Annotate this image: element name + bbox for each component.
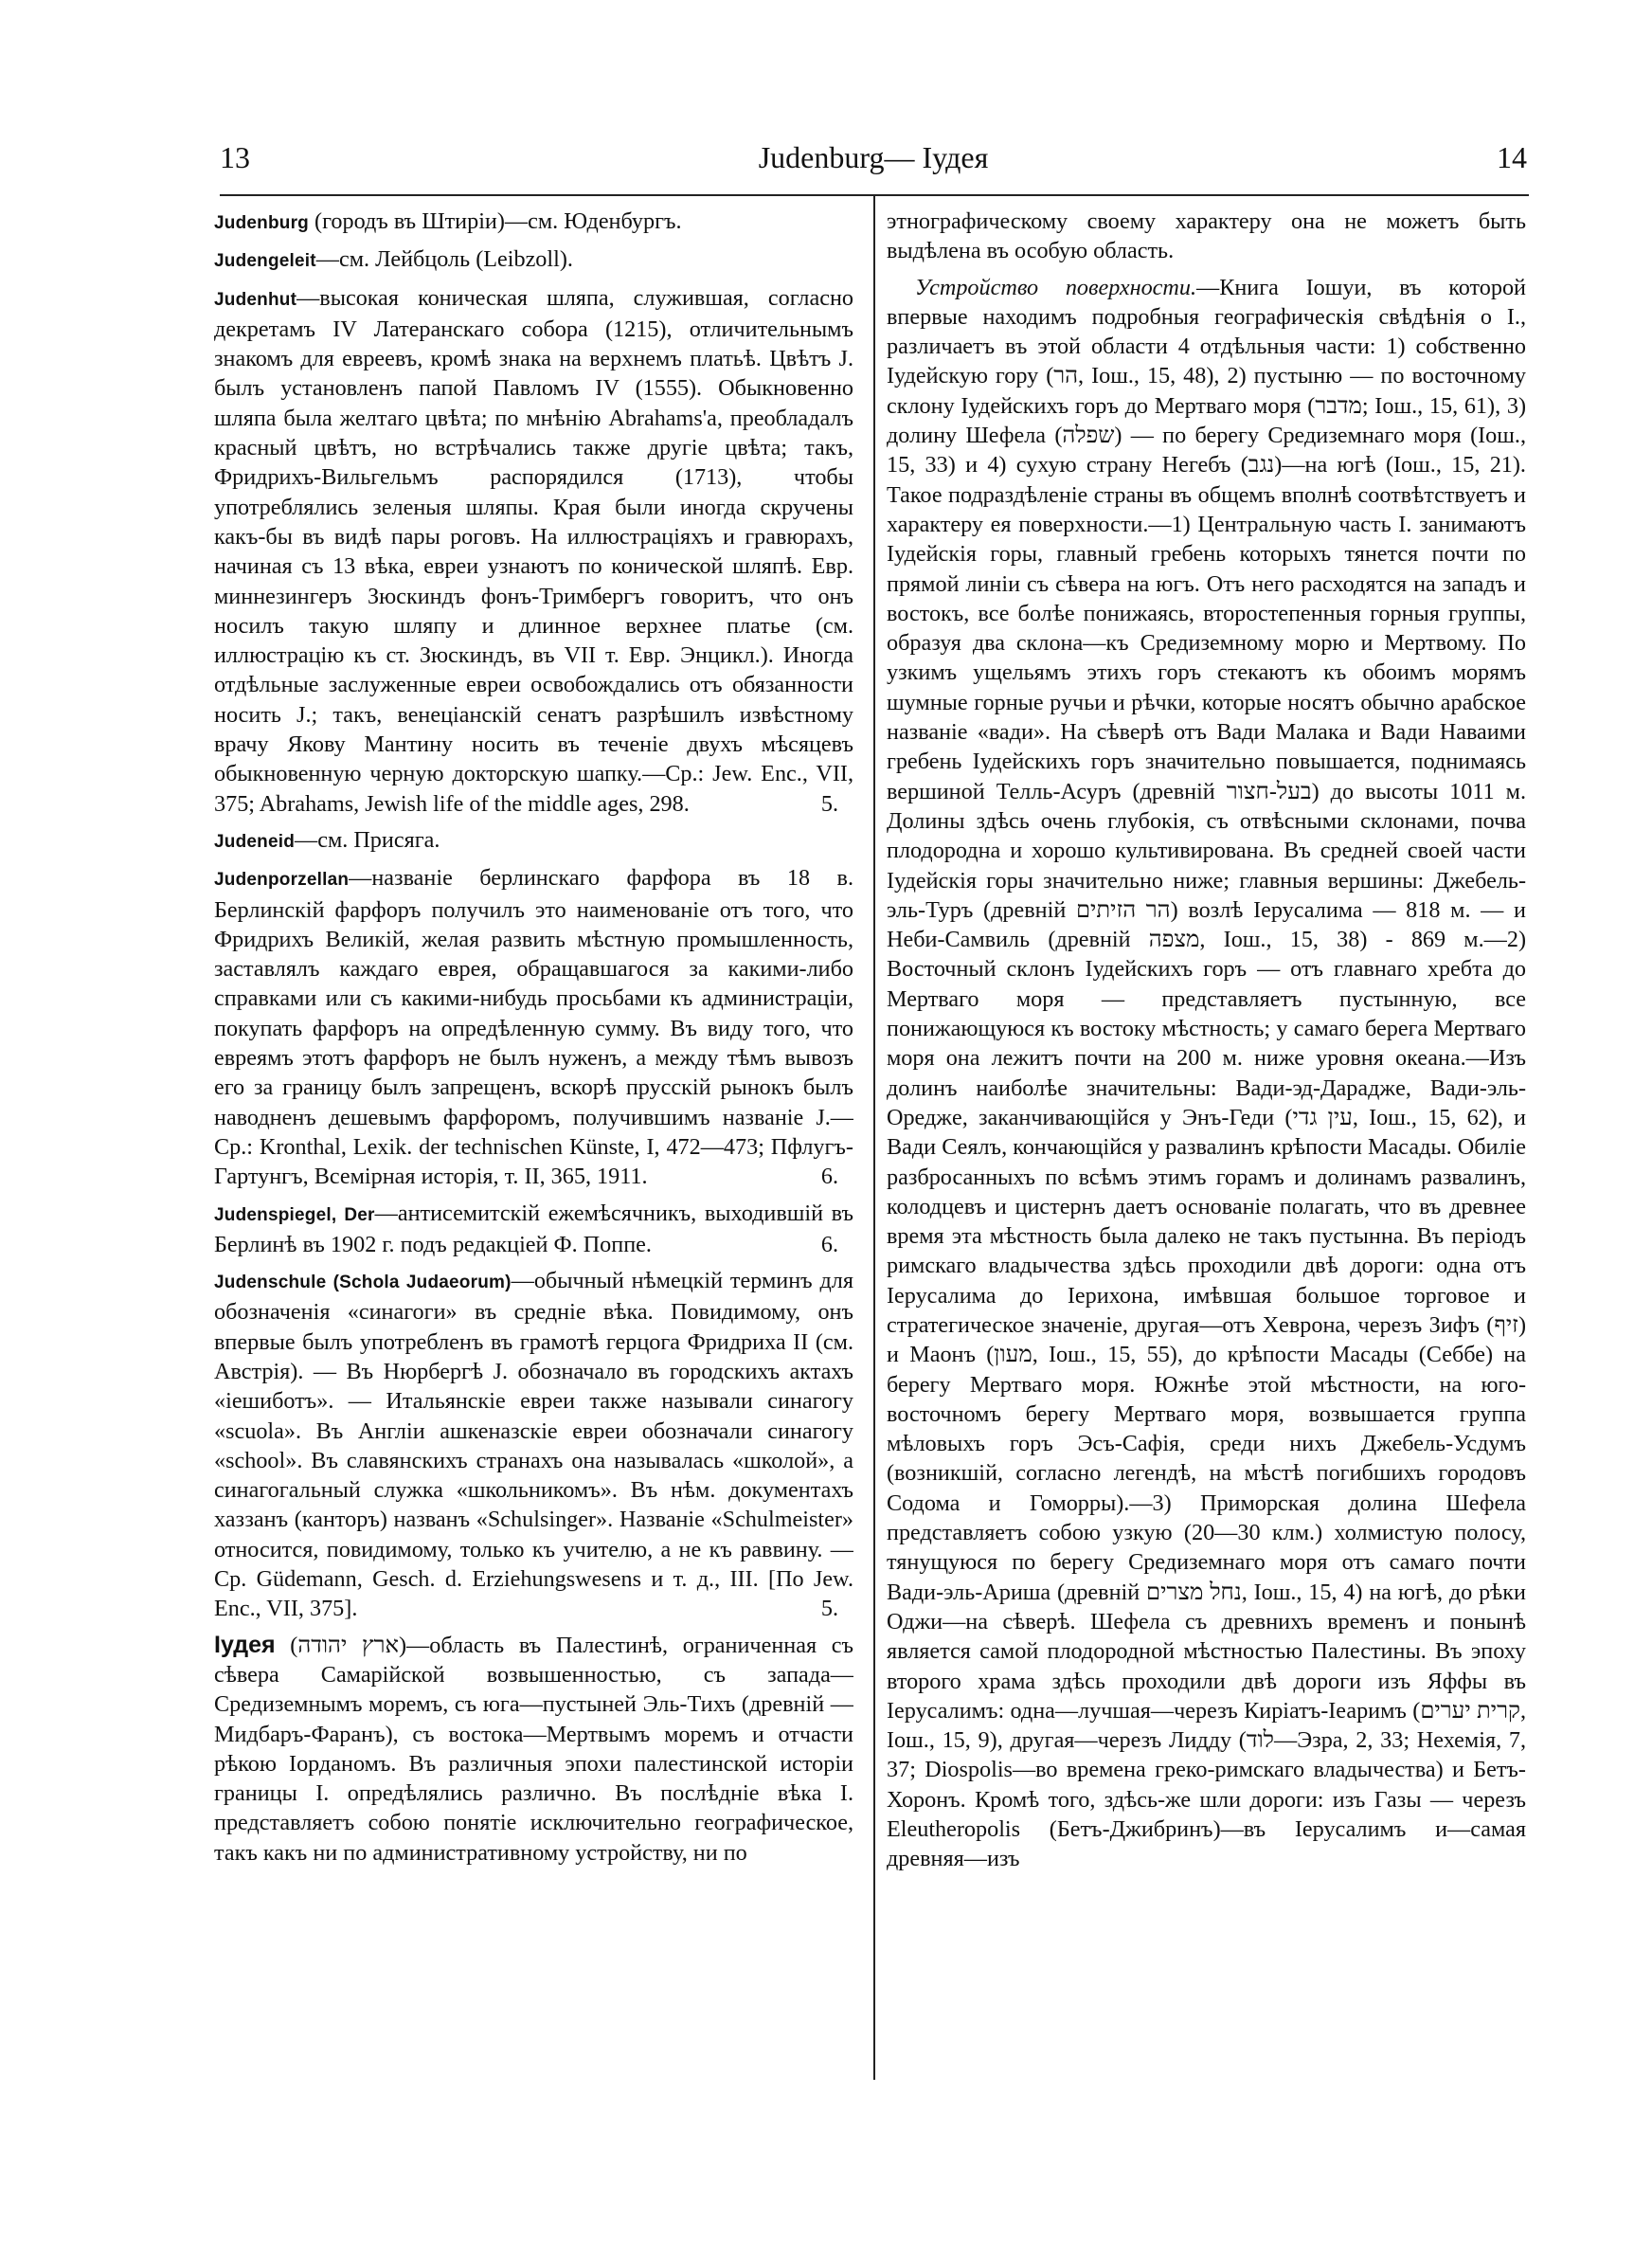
left-column <box>214 207 853 2083</box>
paragraph-text: —Книга Іошуи, въ которой впервые находимъ подробныя географическія свѣдѣнія о І., различаетъ въ этой области 4 отдѣльныя части: 1) собственно Іудейскую гору (הר, Іош., 15, 48), 2) пустыню — по восточному склону Іудейскихъ горъ до Мертваго моря (מדבר; Іош., 15, 61), 3) долину Шефела (שפלה) — по берегу Средиземнаго моря (Іош., 15, 33) и 4) сухую страну Негебъ (נגב)—на югѣ (Іош., 15, 21). Такое подраздѣленіе страны въ общемъ вполнѣ соотвѣтствуетъ и характеру ея поверхности.—1) Центральную часть І. занимаютъ Іудейскія горы, главный гребень которыхъ тянется почти по прямой линіи съ сѣвера на югъ. Отъ него расходятся на западъ и востокъ, все болѣе понижаясь, второстепенныя горныя группы, образуя два склона—къ Средиземному морю и Мертвому. По узкимъ ущельямъ этихъ горъ стекаютъ къ обоимъ морямъ шумные горные ручьи и рѣчки, которые носятъ обычно арабское названіе «вади». На сѣверѣ отъ Вади Малака и Вади Наваими гребень Іудейскихъ горъ значительно повышается, поднимаясь вершиной Телль-Асуръ (древній בעל-חצור) до высоты 1011 м. Долины здѣсь очень глубокія, съ отвѣсными склонами, почва плодородна и хорошо культивирована. Въ средней своей части Іудейскія горы значительно ниже; главныя вершины: Джебель-эль-Туръ (древній הר הזיתים) возлѣ Іерусалима — 818 м. — и Неби-Самвиль (древній מצפה, Іош., 15, 38) - 869 м.—2) Восточный склонъ Іудейскихъ горъ — отъ главнаго хребта до Мертваго моря — представляетъ пустынную, все понижающуюся къ востоку мѣстность; у самаго берега Мертваго моря она лежитъ почти на 200 м. ниже уровня океана.—Изъ долинъ наиболѣе значительны: Вади-эд-Дараджe, Вади-эль-Ореджe, заканчивающійся у Энъ-Геди (עין גדי, Іош., 15, 62), и Вади Сеялъ, кончающійся у развалинъ крѣпости Масады. Обиліе разбросанныхъ по всѣмъ этимъ горамъ и долинамъ развалинъ, колодцевъ и цистернъ даетъ основаніе полагать, что въ древнее время эта мѣстность была далеко не такъ пустынна. Въ періодъ римскаго владычества здѣсь проходили двѣ дороги: одна отъ Іерусалима до Іерихона, имѣвшая большое торговое и стратегическое значеніе, другая—отъ Хеврона, черезъ Зифъ (זיף) и Маонъ (מעון, Іош., 15, 55), до крѣпости Масады (Себбе) на берегу Мертваго моря. Южнѣе этой мѣстности, на юго-восточномъ берегу Мертваго моря, возвышается группа мѣловыхъ горъ Эсъ-Сафія, среди нихъ Джебель-Усдумъ (возникшій, согласно легендѣ, на мѣстѣ погибшихъ городовъ Содома и Гоморры).—3) Приморская долина Шефела представляетъ собою узкую (20—30 клм.) холмистую полосу, тянущуюся по берегу Средиземнаго моря отъ самаго почти Вади-эль-Ариша (древній נחל מצרים, Іош., 15, 4) на югѣ, до рѣки Оджи—на сѣверѣ. Шефела съ древнихъ временъ и понынѣ является самой плодородной мѣстностью Палестины. Въ эпоху второго храма здѣсь проходили двѣ дороги изъ Яффы въ Іерусалимъ: одна—лучшая—черезъ Киріатъ-Іеаримъ (קרית יערים, Іош., 15, 9), другая—черезъ Лидду (לוד—Эзра, 2, 33; Нехемія, 7, 37; Diospolis—во времена греко-римскаго владычества) и Бетъ-Хоронъ. Кромѣ того, здѣсь-же шли дороги: изъ Газы — черезъ Eleutheropolis (Бетъ-Джибринъ)—въ Іерусалимъ и—самая древняя—изъ <box>887 274 1526 1872</box>
entry-text: —обычный нѣмецкій терминъ для обозначенія «синагоги» въ средніе вѣка. Повидимому, онъ впервые былъ употребленъ въ грамотѣ герцога Фридриха II (см. Австрія). — Въ Нюрбергѣ J. обозначало въ городскихъ актахъ «іешиботъ». — Итальянскіе евреи также называли синагогу «scuola». Въ Англіи ашкеназскіе евреи обозначали синагогу «school». Въ славянскихъ странахъ она называлась «школой», а синагогальный служка «школьникомъ». Въ нѣм. документахъ хаззанъ (канторъ) названъ «Schulsinger». Названіе «Schulmeister» относится, повидимому, только къ учителю, а не къ раввину. — Ср. Güdemann, Gesch. d. Erziehungswesens и т. д., III. [По Jew. Enc., VII, 375]. <box>214 1268 853 1622</box>
author-mark: 6. <box>820 1164 838 1190</box>
headword: Іудея <box>214 1631 276 1658</box>
entry-text: —высокая коническая шляпа, служившая, согласно декретамъ IV Латеранскаго собора (1215), отличительнымъ знакомъ для евреевъ, кромѣ знака на верхнемъ платьѣ. Цвѣтъ J. былъ установленъ папой Павломъ IV (1555). Обыкновенно шляпа была желтаго цвѣта; по мнѣнію Abrahams'а, преобладалъ красный цвѣтъ, но встрѣчались также другіе цвѣта; такъ, Фридрихъ-Вильгельмъ распорядился (1713), чтобы употреблялись зеленыя шляпы. Края были иногда скручены какъ-бы въ видѣ пары роговъ. На иллюстраціяхъ и гравюрахъ, начиная съ 13 вѣка, евреи узнаютъ по конической шляпѣ. Евр. миннезингеръ Зюскиндъ фонъ-Тримбергъ говоритъ, что онъ носилъ такую шляпу и длинное верхнее платье (см. иллюстрацію къ ст. Зюскиндъ, въ VII т. Евр. Энцикл.). Иногда отдѣльные заслуженные евреи освобождались отъ обязанности носить J.; такъ, венеціанскій сенатъ разрѣшилъ извѣстному врачу Якову Мантину носить въ теченіе двухъ мѣсяцевъ обыкновенную черную докторскую шапку.—Ср.: Jew. Enc., VII, 375; Abrahams, Jewish life of the middle ages, 298. <box>214 284 853 817</box>
entry-judengeleit <box>214 244 853 276</box>
entry-judenspiegel <box>214 1199 853 1260</box>
entry-judenschule <box>214 1266 853 1624</box>
entry-judenporzellan <box>214 863 853 1191</box>
author-mark: 5. <box>820 790 838 817</box>
section-lead: Устройство поверхности. <box>915 274 1197 300</box>
page-number-right: 14 <box>1497 140 1527 174</box>
entry-text: (ארץ יהודה)—область въ Палестинѣ, ограниченная съ сѣвера Самарійской возвышенностью, съ запада—Средиземнымъ моремъ, съ юга—пустыней Эль-Тихъ (древній — Мидбаръ-Фаранъ), съ востока—Мертвымъ моремъ и отчасти рѣкою Іорданомъ. Въ различныя эпохи палестинской исторіи границы І. опредѣлялись различно. Въ послѣдніе вѣка І. представляетъ собою понятіе исключительно географическое, такъ какъ ни по административному устройству, ни по <box>214 1632 853 1866</box>
author-mark: 5. <box>820 1596 838 1622</box>
headword: Judenporzellan <box>214 870 350 891</box>
entry-judenhut <box>214 283 853 819</box>
headword: Judenschule (Schola Judaeorum) <box>214 1273 512 1293</box>
headword: Judenspiegel, Der <box>214 1204 375 1225</box>
entry-text: —см. Лейбцоль (Leibzoll). <box>315 246 573 273</box>
paragraph-surface <box>887 273 1526 1874</box>
headword: Judeneid <box>214 831 296 852</box>
column-divider <box>873 194 875 2080</box>
entry-judeneid <box>214 825 853 857</box>
page-number-left: 13 <box>220 140 250 174</box>
headword: Judenburg <box>214 213 309 233</box>
headword: Judengeleit <box>214 251 316 272</box>
running-header <box>220 140 1527 188</box>
entry-text: —названіе берлинскаго фарфора въ 18 в. Берлинскій фарфоръ получилъ это наименованіе отъ того, что Фридрихъ Великій, желая развить мѣстную промышленность, заставлялъ каждаго еврея, обращавшагося за какими-либо справками или съ какими-нибудь просьбами къ администраціи, покупать фарфоръ на опредѣленную сумму. Въ виду того, что евреямъ этотъ фарфоръ не былъ нуженъ, а между тѣмъ вывозъ его за границу былъ запрещенъ, вскорѣ прусскій рынокъ былъ наводненъ дешевымъ фарфоромъ, получившимъ названіе J.—Ср.: Kronthal, Lexik. der technischen Künste, I, 472—473; Пфлугъ-Гартунгъ, Всемірная исторія, т. II, 365, 1911. <box>214 865 853 1190</box>
entry-text: —антисемитскій ежемѣсячникъ, выходившій въ Берлинѣ въ 1902 г. подъ редакціей Ф. Поппе. <box>214 1200 853 1257</box>
entry-judenburg <box>214 207 853 238</box>
headword: Judenhut <box>214 289 297 310</box>
entry-text: —см. Присяга. <box>295 826 440 853</box>
paragraph-continuation: этнографическому своему характеру она не можетъ быть выдѣлена въ особую область. <box>887 208 1526 264</box>
author-mark: 6. <box>820 1231 838 1257</box>
right-column <box>887 207 1526 2083</box>
running-title: Judenburg— Іудея <box>758 140 989 174</box>
entry-iudeya <box>214 1631 853 1868</box>
entry-text: (городъ въ Штиріи)—см. Юденбургъ. <box>308 208 682 234</box>
